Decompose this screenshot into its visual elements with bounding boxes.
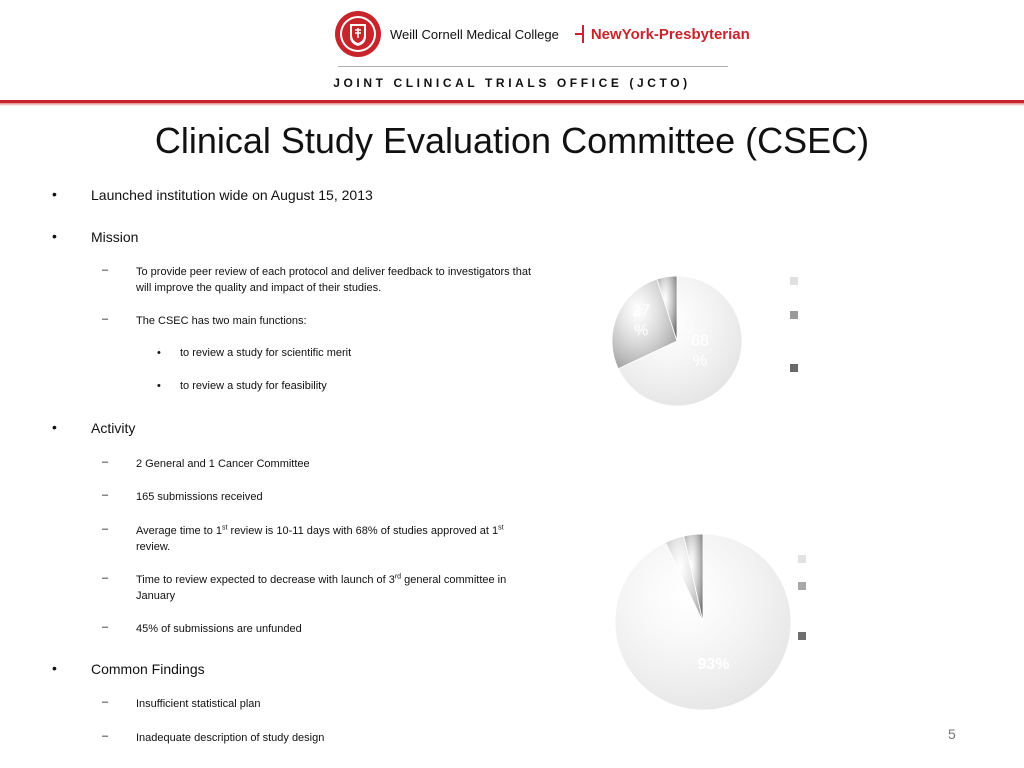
- bullet-marker: •: [52, 660, 57, 676]
- legend-swatch: [790, 364, 798, 372]
- legend-swatch: [790, 311, 798, 319]
- legend-swatch: [798, 632, 806, 640]
- bullet-activity-2: 165 submissions received: [136, 491, 263, 503]
- bullet-activity-1: 2 General and 1 Cancer Committee: [136, 458, 310, 470]
- bullet-activity: Activity: [91, 420, 136, 436]
- dash-marker: –: [102, 523, 109, 535]
- bullet-marker: •: [157, 347, 161, 359]
- dash-marker: –: [102, 264, 109, 276]
- pie-chart-2: [580, 520, 840, 720]
- bullet-findings: Common Findings: [91, 661, 205, 677]
- bullet-marker: •: [52, 228, 57, 244]
- legend-swatch: [790, 277, 798, 285]
- dash-marker: –: [102, 489, 109, 501]
- bullet-function-2: to review a study for feasibility: [180, 380, 327, 392]
- slide-title: Clinical Study Evaluation Committee (CSEC): [154, 120, 870, 161]
- pie-chart-1: [580, 260, 840, 420]
- legend-swatch: [798, 582, 806, 590]
- dash-marker: –: [102, 696, 109, 708]
- pie-data-label: 93%: [697, 656, 730, 674]
- text-run: review.: [136, 541, 171, 553]
- bullet-activity-4: [136, 572, 546, 604]
- bullet-activity-5: 45% of submissions are unfunded: [136, 623, 302, 635]
- text-run: Average time to 1: [136, 525, 223, 537]
- superscript: rd: [394, 573, 402, 581]
- bullet-marker: •: [52, 186, 57, 202]
- dash-marker: –: [102, 313, 109, 325]
- pie-data-label: 27 %: [632, 302, 651, 340]
- nyp-logo-text: NewYork-Presbyterian: [590, 25, 750, 43]
- dash-marker: –: [102, 572, 109, 584]
- superscript: st: [498, 524, 504, 532]
- bullet-mission-1: To provide peer review of each protocol and deliver feedback to investigators that will improve the quality and impact of their studies.: [136, 266, 532, 294]
- dash-marker: –: [102, 730, 109, 742]
- dash-marker: –: [102, 621, 109, 633]
- bullet-marker: •: [52, 419, 57, 435]
- bullet-marker: •: [157, 380, 161, 392]
- bullet-launched: Launched institution wide on August 15, 2013: [91, 187, 373, 203]
- legend-swatch: [798, 555, 806, 563]
- text-run: Time to review expected to decrease with launch of 3: [136, 574, 395, 586]
- pie-data-label: 68 %: [691, 332, 709, 370]
- slide-number: 5: [948, 726, 956, 742]
- bullet-findings-2: Inadequate description of study design: [136, 732, 325, 744]
- dash-marker: –: [102, 456, 109, 468]
- text-run: general committee in January: [136, 574, 507, 602]
- bullet-function-1: to review a study for scientific merit: [180, 347, 352, 359]
- office-title: JOINT CLINICAL TRIALS OFFICE (JCTO): [333, 76, 691, 90]
- nyp-logo: [573, 23, 750, 45]
- wcmc-logo-text: Weill Cornell Medical College: [390, 26, 559, 42]
- superscript: st: [222, 524, 228, 532]
- bullet-activity-3: [136, 523, 546, 555]
- bullet-mission-2: The CSEC has two main functions:: [136, 315, 307, 327]
- bullet-mission: Mission: [91, 229, 139, 245]
- text-run: review is 10-11 days with 68% of studies approved at 1: [227, 525, 499, 537]
- bullet-findings-1: Insufficient statistical plan: [136, 698, 261, 710]
- nyp-mark-icon: [573, 23, 587, 45]
